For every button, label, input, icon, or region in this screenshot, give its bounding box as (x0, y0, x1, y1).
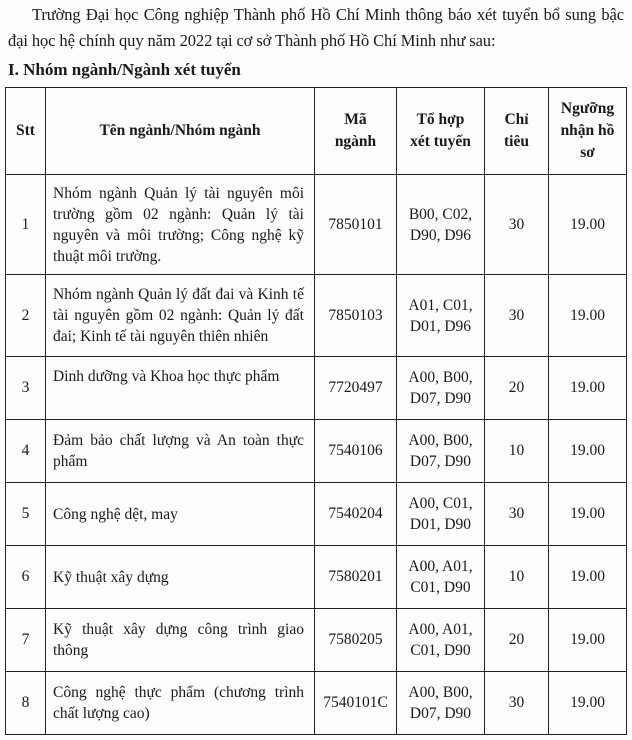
row-threshold: 19.00 (549, 672, 627, 735)
table-row (6, 609, 627, 672)
row-combo: A00, B00, D07, D90 (397, 672, 485, 735)
row-stt: 7 (6, 609, 46, 672)
row-code: 7580205 (315, 609, 397, 672)
table-row (6, 546, 627, 609)
section-title: I. Nhóm ngành/Ngành xét tuyển (8, 60, 241, 79)
row-quota: 20 (485, 609, 549, 672)
row-combo: A00, B00, D07, D90 (397, 357, 485, 420)
row-stt: 1 (6, 175, 46, 275)
row-quota: 10 (485, 420, 549, 483)
row-combo: A00, C01, D01, D90 (397, 483, 485, 546)
header-name: Tên ngành/Nhóm ngành (46, 88, 315, 175)
row-stt: 6 (6, 546, 46, 609)
row-code: 7540106 (315, 420, 397, 483)
table-row (6, 175, 627, 275)
row-stt: 5 (6, 483, 46, 546)
row-threshold: 19.00 (549, 175, 627, 275)
row-quota: 30 (485, 175, 549, 275)
row-name: Công nghệ thực phẩm (chương trình chất lượng cao) (46, 672, 315, 735)
row-name: Công nghệ dệt, may (46, 483, 315, 546)
intro-paragraph: Trường Đại học Công nghiệp Thành phố Hồ Chí Minh thông báo xét tuyển bổ sung bậc đại học hệ chính quy năm 2022 tại cơ sở Thành phố Hồ Chí Minh như sau: (8, 5, 624, 50)
row-code: 7580201 (315, 546, 397, 609)
row-quota: 20 (485, 357, 549, 420)
admission-table (5, 87, 627, 735)
row-threshold: 19.00 (549, 420, 627, 483)
row-code: 7850103 (315, 275, 397, 357)
row-threshold: 19.00 (549, 609, 627, 672)
row-combo: A01, C01, D01, D96 (397, 275, 485, 357)
row-combo: B00, C02, D90, D96 (397, 175, 485, 275)
table-row (6, 483, 627, 546)
row-threshold: 19.00 (549, 357, 627, 420)
row-quota: 30 (485, 275, 549, 357)
row-code: 7720497 (315, 357, 397, 420)
row-quota: 10 (485, 546, 549, 609)
row-stt: 2 (6, 275, 46, 357)
row-name: Dinh dưỡng và Khoa học thực phẩm (46, 357, 315, 420)
row-threshold: 19.00 (549, 275, 627, 357)
row-code: 7540204 (315, 483, 397, 546)
table-row (6, 357, 627, 420)
header-combo: Tổ hợp xét tuyển (397, 88, 485, 175)
row-name: Nhóm ngành Quản lý đất đai và Kinh tế tài nguyên gồm 02 ngành: Quản lý đất đai; Kinh tế tài nguyên thiên nhiên (46, 275, 315, 357)
table-row (6, 275, 627, 357)
row-name: Nhóm ngành Quản lý tài nguyên môi trường gồm 02 ngành: Quản lý tài nguyên và môi trường; Công nghệ kỹ thuật môi trường. (46, 175, 315, 275)
row-stt: 3 (6, 357, 46, 420)
row-stt: 4 (6, 420, 46, 483)
row-threshold: 19.00 (549, 546, 627, 609)
header-stt: Stt (6, 88, 46, 175)
row-name: Đảm bảo chất lượng và An toàn thực phẩm (46, 420, 315, 483)
row-stt: 8 (6, 672, 46, 735)
table-row (6, 672, 627, 735)
table-header-row (6, 88, 627, 175)
row-name: Kỹ thuật xây dựng (46, 546, 315, 609)
row-name: Kỹ thuật xây dựng công trình giao thông (46, 609, 315, 672)
header-threshold: Ngưỡng nhận hồ sơ (549, 88, 627, 175)
row-quota: 30 (485, 483, 549, 546)
header-quota: Chỉ tiêu (485, 88, 549, 175)
table-row (6, 420, 627, 483)
row-code: 7850101 (315, 175, 397, 275)
row-threshold: 19.00 (549, 483, 627, 546)
row-code: 7540101C (315, 672, 397, 735)
row-combo: A00, A01, C01, D90 (397, 609, 485, 672)
row-combo: A00, B00, D07, D90 (397, 420, 485, 483)
row-combo: A00, A01, C01, D90 (397, 546, 485, 609)
header-code: Mã ngành (315, 88, 397, 175)
row-quota: 30 (485, 672, 549, 735)
